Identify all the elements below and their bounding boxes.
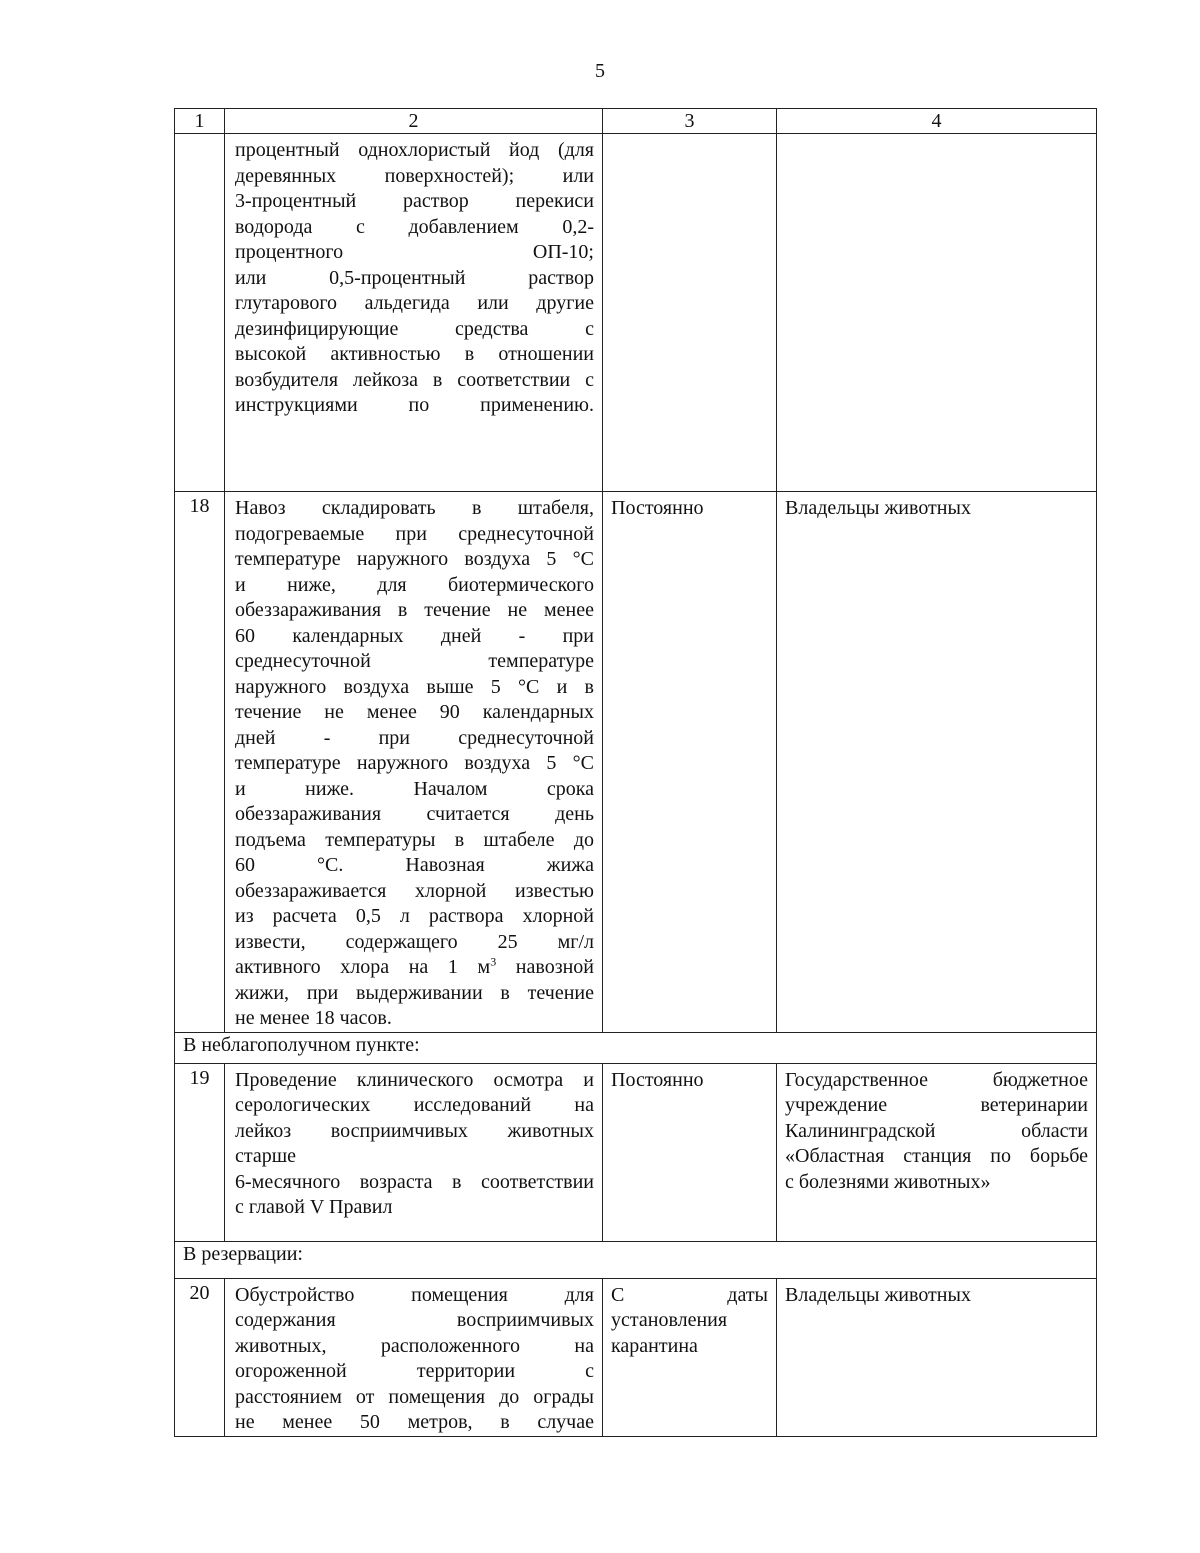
responsible-cell [777,134,1097,492]
period-cell: Постоянно [603,492,777,1033]
text-line: учреждение ветеринарии [785,1094,1088,1116]
text-line: Государственное бюджетное [785,1068,1088,1091]
text-line: подъема температуры в штабеле до [235,828,594,851]
section-title: В резервации: [175,1241,1097,1278]
table-row [175,1278,1097,1436]
text-line: не менее 50 метров, в случае [235,1411,594,1433]
responsible-cell: Владельцы животных [777,492,1097,1033]
row-number-cell: 20 [175,1278,225,1436]
text-line: Проведение клинического осмотра и [235,1068,594,1091]
text-line: обеззараживается хлорной известью [235,879,594,902]
text-line: содержания восприимчивых [235,1309,594,1331]
text-line: серологических исследований на [235,1094,594,1116]
header-col-3: 3 [603,109,777,134]
text-line: среднесуточной температуре [235,650,594,672]
text-line: и ниже. Началом срока [235,777,594,800]
text-line: 60 календарных дней - при [235,624,594,647]
responsible-cell [777,1063,1097,1241]
table-row [175,492,1097,1033]
period-cell: Постоянно [603,1063,777,1241]
responsible-cell: Владельцы животных [777,1278,1097,1436]
text-line: лейкоз восприимчивых животных [235,1119,594,1142]
section-row [175,1241,1097,1278]
period-cell [603,134,777,492]
row-number-cell: 18 [175,492,225,1033]
superscript: 3 [490,954,497,969]
row-number-cell [175,134,225,492]
text-line: дезинфицирующие средства с [235,317,594,340]
text-fragment: навозной [496,956,594,978]
text-line: процентного ОП-10; [235,241,594,263]
text-line: инструкциями по применению. [235,394,594,416]
table-row [175,1063,1097,1241]
text-line: С даты [611,1283,768,1306]
text-line: обеззараживания в течение не менее [235,599,594,621]
text-line: 3-процентный раствор перекиси [235,190,594,212]
text-line: извести, содержащего 25 мг/л [235,930,594,953]
text-line: глутарового альдегида или другие [235,292,594,314]
text-fragment: активного хлора на 1 м [235,956,491,978]
measure-text-cell [225,492,603,1033]
text-line: «Областная станция по борьбе [785,1145,1088,1167]
text-line: высокой активностью в отношении [235,343,594,365]
text-line: обеззараживания считается день [235,803,594,825]
text-line: течение не менее 90 календарных [235,701,594,723]
text-line: дней - при среднесуточной [235,726,594,749]
row-number-cell: 19 [175,1063,225,1241]
text-line: 6-месячного возраста в соответствии [235,1170,594,1193]
page-number: 5 [595,60,605,82]
text-line: огороженной территории с [235,1360,594,1382]
text-line: расстоянием от помещения до ограды [235,1385,594,1408]
measures-table [174,108,1097,1437]
table-row [175,134,1097,492]
text-line: установления [611,1309,728,1331]
text-line: с болезнями животных» [785,1170,991,1193]
text-line: температуре наружного воздуха 5 °С [235,548,594,570]
section-title: В неблагополучном пункте: [175,1032,1097,1063]
text-line: 60 °С. Навозная жижа [235,854,594,876]
text-line: температуре наружного воздуха 5 °С [235,752,594,774]
table-header-row [175,109,1097,134]
text-line: жижи, при выдерживании в течение [235,981,594,1004]
text-line: подогреваемые при среднесуточной [235,522,594,545]
text-line-with-superscript [235,955,594,981]
text-line: или 0,5-процентный раствор [235,266,594,289]
text-line: деревянных поверхностей); или [235,164,594,187]
text-line: водорода с добавлением 0,2- [235,215,594,238]
measure-text-cell [225,1278,603,1436]
text-line: наружного воздуха выше 5 °С и в [235,675,594,698]
text-line: с главой V Правил [235,1196,393,1218]
header-col-1: 1 [175,109,225,134]
section-row [175,1032,1097,1063]
text-line: Калининградской области [785,1119,1088,1142]
header-col-4: 4 [777,109,1097,134]
text-line: процентный однохлористый йод (для [235,139,594,161]
text-line: животных, расположенного на [235,1334,594,1357]
text-line: не менее 18 часов. [235,1007,392,1029]
text-line: и ниже, для биотермического [235,573,594,596]
header-col-2: 2 [225,109,603,134]
text-line: карантина [611,1334,698,1357]
text-line: старше [235,1145,297,1167]
measure-text-cell [225,134,603,492]
text-line: Навоз складировать в штабеля, [235,497,594,519]
period-cell [603,1278,777,1436]
text-line: Обустройство помещения для [235,1283,594,1306]
text-line: из расчета 0,5 л раствора хлорной [235,905,594,927]
text-line: возбудителя лейкоза в соответствии с [235,368,594,391]
measure-text-cell [225,1063,603,1241]
